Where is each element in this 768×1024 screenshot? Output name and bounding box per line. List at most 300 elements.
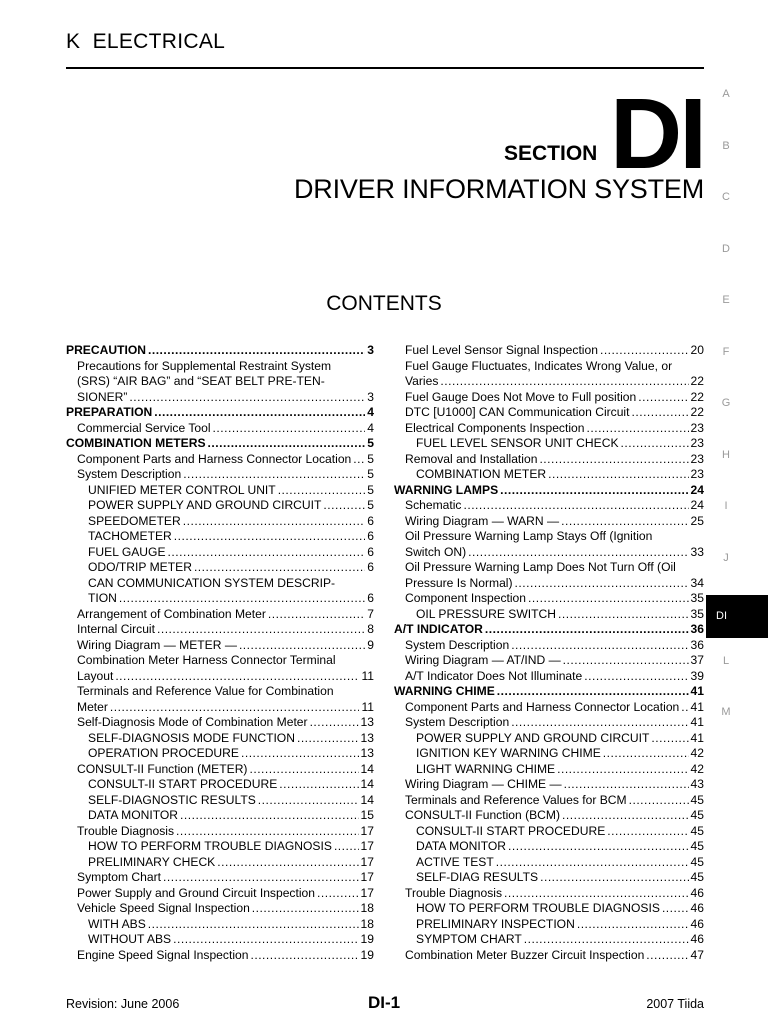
toc-entry-title: Fuel Gauge Fluctuates, Indicates Wrong Value, or xyxy=(405,358,673,373)
toc-entry-title: Component Inspection xyxy=(405,591,527,605)
toc-entry-page: 42 xyxy=(690,746,704,760)
toc-leader-dots xyxy=(564,777,689,793)
toc-entry-page: 41 xyxy=(690,715,704,729)
toc-leader-dots xyxy=(600,343,689,359)
toc-entry[interactable] xyxy=(394,374,704,390)
side-index-tab[interactable]: D xyxy=(722,242,730,255)
toc-entry-page: 11 xyxy=(361,668,374,683)
toc-entry[interactable] xyxy=(394,731,704,747)
toc-entry-title: OIL PRESSURE SWITCH xyxy=(416,606,556,621)
toc-entry[interactable] xyxy=(66,870,374,886)
toc-entry[interactable] xyxy=(394,653,704,669)
toc-leader-dots xyxy=(154,405,365,421)
toc-entry-page: 9 xyxy=(367,637,374,652)
toc-leader-dots xyxy=(217,855,358,871)
toc-entry-page: 13 xyxy=(360,715,374,729)
toc-entry[interactable] xyxy=(66,421,374,437)
toc-leader-dots xyxy=(511,638,688,654)
toc-leader-dots xyxy=(548,467,688,483)
toc-leader-dots xyxy=(241,746,359,762)
toc-entry-page: 19 xyxy=(360,947,374,962)
toc-entry-page: 23 xyxy=(690,451,704,466)
toc-entry-title: TION xyxy=(88,591,117,605)
toc-entry-title: TACHOMETER xyxy=(88,529,172,543)
toc-entry[interactable] xyxy=(66,638,374,654)
toc-entry[interactable] xyxy=(394,762,704,778)
toc-entry-page: 45 xyxy=(690,823,704,838)
toc-leader-dots xyxy=(539,452,688,468)
toc-entry-page: 18 xyxy=(360,901,374,915)
toc-entry[interactable] xyxy=(394,421,704,437)
toc-entry-title: Internal Circuit xyxy=(77,622,155,636)
toc-entry-page: 18 xyxy=(360,916,374,931)
toc-leader-dots xyxy=(278,483,366,499)
toc-entry[interactable] xyxy=(66,824,374,840)
toc-leader-dots xyxy=(252,901,359,917)
side-index-tab[interactable]: C xyxy=(722,191,730,203)
toc-entry-page: 17 xyxy=(360,839,374,853)
toc-leader-dots xyxy=(500,483,688,499)
toc-entry-title: Engine Speed Signal Inspection xyxy=(77,947,249,962)
toc-entry-page: 41 xyxy=(690,699,704,714)
side-index-tab[interactable]: B xyxy=(722,139,730,152)
toc-entry[interactable] xyxy=(66,405,374,421)
toc-entry xyxy=(66,576,374,592)
toc-entry[interactable] xyxy=(394,669,704,685)
toc-leader-dots xyxy=(310,715,359,731)
toc-entry-page: 22 xyxy=(690,374,704,388)
toc-entry-title: Wiring Diagram — METER — xyxy=(77,637,237,652)
toc-entry-title: Fuel Level Sensor Signal Inspection xyxy=(405,343,598,357)
toc-leader-dots xyxy=(557,762,688,778)
toc-entry[interactable] xyxy=(66,715,374,731)
toc-leader-dots xyxy=(129,390,365,406)
toc-entry xyxy=(66,359,374,375)
toc-entry[interactable] xyxy=(66,529,374,545)
toc-entry[interactable] xyxy=(66,746,374,762)
toc-leader-dots xyxy=(603,746,689,762)
toc-entry-title: Commercial Service Tool xyxy=(77,420,211,435)
toc-entry-page: 5 xyxy=(367,451,374,466)
toc-entry[interactable] xyxy=(66,917,374,933)
toc-leader-dots xyxy=(353,452,365,468)
toc-leader-dots xyxy=(208,436,366,452)
toc-leader-dots xyxy=(497,684,689,700)
side-index-tab[interactable]: L xyxy=(722,654,730,667)
toc-leader-dots xyxy=(249,762,358,778)
toc-entry[interactable] xyxy=(66,839,374,855)
toc-leader-dots xyxy=(515,576,689,592)
toc-entry-page: 5 xyxy=(367,482,374,497)
toc-entry[interactable] xyxy=(394,390,704,406)
toc-entry-page: 13 xyxy=(360,746,374,760)
toc-entry[interactable] xyxy=(66,948,374,964)
toc-entry xyxy=(66,684,374,700)
toc-entry-page: 19 xyxy=(360,932,374,946)
toc-entry[interactable] xyxy=(66,622,374,638)
toc-entry[interactable] xyxy=(394,576,704,592)
toc-entry-title: PRELIMINARY CHECK xyxy=(88,854,216,869)
toc-entry-title: DATA MONITOR xyxy=(88,808,179,822)
toc-entry-title: UNIFIED METER CONTROL UNIT xyxy=(88,482,276,497)
toc-leader-dots xyxy=(561,514,688,530)
toc-entry[interactable] xyxy=(394,932,704,948)
toc-entry-title: Component Parts and Harness Connector Location xyxy=(405,699,680,714)
toc-leader-dots xyxy=(268,607,365,623)
toc-entry-title: ACTIVE TEST xyxy=(416,854,494,869)
toc-entry-title: Arrangement of Combination Meter xyxy=(77,606,266,621)
toc-entry[interactable] xyxy=(66,793,374,809)
toc-entry-title: Wiring Diagram — AT/IND — xyxy=(405,653,561,667)
toc-entry-title: Layout xyxy=(77,668,114,683)
toc-entry-page: 6 xyxy=(367,513,374,528)
toc-entry[interactable] xyxy=(394,638,704,654)
toc-entry-page: 37 xyxy=(690,653,704,667)
group-name: ELECTRICAL xyxy=(92,30,226,53)
toc-entry-page: 13 xyxy=(360,730,374,745)
toc-entry-title: Oil Pressure Warning Lamp Stays Off (Ignition xyxy=(405,529,653,543)
toc-leader-dots xyxy=(558,607,689,623)
toc-entry[interactable] xyxy=(66,436,374,452)
toc-entry-page: 17 xyxy=(360,823,374,838)
toc-entry[interactable] xyxy=(394,700,704,716)
toc-leader-dots xyxy=(119,591,365,607)
toc-entry[interactable] xyxy=(394,777,704,793)
toc-entry[interactable] xyxy=(66,669,374,685)
toc-entry[interactable] xyxy=(66,591,374,607)
toc-entry-page: 17 xyxy=(360,885,374,900)
toc-entry-title: Wiring Diagram — CHIME — xyxy=(405,777,562,791)
toc-leader-dots xyxy=(176,824,359,840)
toc-entry-page: 41 xyxy=(690,730,704,745)
toc-entry-page: 39 xyxy=(690,668,704,683)
toc-entry[interactable] xyxy=(394,715,704,731)
toc-leader-dots xyxy=(586,421,688,437)
toc-leader-dots xyxy=(563,653,689,669)
toc-entry-title: WARNING CHIME xyxy=(394,684,495,698)
toc-entry-title: COMBINATION METER xyxy=(416,467,547,481)
toc-entry-page: 6 xyxy=(367,560,374,574)
toc-leader-dots xyxy=(662,901,689,917)
toc-entry[interactable] xyxy=(66,886,374,902)
toc-entry[interactable] xyxy=(66,932,374,948)
toc-leader-dots xyxy=(463,498,688,514)
toc-entry xyxy=(394,560,704,576)
toc-entry[interactable] xyxy=(66,467,374,483)
toc-entry[interactable] xyxy=(66,560,374,576)
toc-entry-page: 14 xyxy=(360,792,374,807)
toc-entry-page: 5 xyxy=(367,498,374,512)
toc-entry-page: 24 xyxy=(690,482,704,497)
toc-leader-dots xyxy=(317,886,359,902)
toc-entry-title: COMBINATION METERS xyxy=(66,436,206,450)
toc-entry xyxy=(394,359,704,375)
toc-entry[interactable] xyxy=(394,808,704,824)
toc-entry-title: Terminals and Reference Value for Combination xyxy=(77,684,334,698)
toc-entry-title: Vehicle Speed Signal Inspection xyxy=(77,901,250,915)
toc-leader-dots xyxy=(631,405,688,421)
toc-entry-title: SELF-DIAGNOSIS MODE FUNCTION xyxy=(88,730,295,745)
toc-entry[interactable] xyxy=(394,746,704,762)
toc-entry[interactable] xyxy=(394,684,704,700)
toc-entry-title: Power Supply and Ground Circuit Inspection xyxy=(77,885,315,900)
toc-entry[interactable] xyxy=(394,839,704,855)
toc-entry[interactable] xyxy=(394,514,704,530)
toc-entry[interactable] xyxy=(66,514,374,530)
toc-entry-title: Trouble Diagnosis xyxy=(405,885,503,900)
toc-entry-title: OPERATION PROCEDURE xyxy=(88,746,239,760)
toc-leader-dots xyxy=(496,855,689,871)
toc-entry-page: 4 xyxy=(367,405,374,419)
toc-leader-dots xyxy=(504,886,689,902)
toc-leader-dots xyxy=(180,808,359,824)
toc-entry[interactable] xyxy=(66,901,374,917)
toc-entry-page: 45 xyxy=(690,870,704,884)
toc-entry-title: Combination Meter Buzzer Circuit Inspection xyxy=(405,947,645,962)
toc-entry-page: 45 xyxy=(690,808,704,822)
section-side-index xyxy=(706,84,746,754)
group-letter: K xyxy=(66,30,81,53)
side-index-tab[interactable]: DI xyxy=(706,595,768,638)
toc-entry[interactable] xyxy=(66,498,374,514)
toc-entry-page: 20 xyxy=(690,343,704,357)
toc-leader-dots xyxy=(115,669,359,685)
toc-entry-title: Symptom Chart xyxy=(77,870,162,884)
toc-leader-dots xyxy=(183,467,365,483)
toc-entry-title: SPEEDOMETER xyxy=(88,513,181,528)
toc-leader-dots xyxy=(440,374,688,390)
toc-entry-title: LIGHT WARNING CHIME xyxy=(416,761,556,776)
toc-entry-title: FUEL GAUGE xyxy=(88,544,166,559)
toc-entry-page: 46 xyxy=(690,932,704,946)
toc-entry-page: 34 xyxy=(690,575,704,590)
toc-leader-dots xyxy=(239,638,365,654)
side-index-tab[interactable]: M xyxy=(721,706,731,718)
toc-entry-page: 46 xyxy=(690,916,704,931)
toc-entry-page: 43 xyxy=(690,777,704,791)
toc-entry-page: 23 xyxy=(690,436,704,450)
toc-entry-page: 23 xyxy=(690,467,704,481)
toc-entry-page: 8 xyxy=(367,622,374,636)
toc-leader-dots xyxy=(148,917,359,933)
toc-entry-title: Precautions for Supplemental Restraint System xyxy=(77,358,332,373)
side-index-tab[interactable]: G xyxy=(721,397,731,409)
toc-entry-page: 15 xyxy=(360,808,374,822)
toc-entry-page: 6 xyxy=(367,591,374,605)
toc-entry[interactable] xyxy=(394,622,704,638)
toc-entry[interactable] xyxy=(66,777,374,793)
toc-entry-page: 17 xyxy=(360,870,374,884)
toc-entry-page: 47 xyxy=(690,947,704,962)
toc-entry-title: A/T INDICATOR xyxy=(394,622,483,636)
toc-entry[interactable] xyxy=(66,808,374,824)
toc-entry[interactable] xyxy=(394,405,704,421)
toc-entry[interactable] xyxy=(66,452,374,468)
toc-entry[interactable] xyxy=(394,343,704,359)
toc-leader-dots xyxy=(629,793,689,809)
toc-entry-title: SYMPTOM CHART xyxy=(416,932,522,946)
contents-heading: CONTENTS xyxy=(326,292,442,315)
side-index-tab[interactable]: H xyxy=(722,448,730,461)
toc-entry[interactable] xyxy=(66,762,374,778)
toc-leader-dots xyxy=(157,622,365,638)
toc-entry-title: CONSULT-II Function (METER) xyxy=(77,761,248,776)
toc-entry[interactable] xyxy=(394,483,704,499)
toc-entry-page: 5 xyxy=(367,467,374,481)
toc-leader-dots xyxy=(584,669,688,685)
side-index-tab[interactable]: A xyxy=(722,88,730,100)
toc-entry-title: Fuel Gauge Does Not Move to Full position xyxy=(405,389,637,404)
toc-leader-dots xyxy=(540,870,688,886)
toc-entry-title: Schematic xyxy=(405,498,462,512)
toc-entry-title: System Description xyxy=(405,715,510,729)
toc-entry-page: 22 xyxy=(690,405,704,419)
toc-entry-page: 24 xyxy=(690,498,704,512)
footer-model: 2007 Tiida xyxy=(646,997,704,1011)
side-index-tab[interactable]: I xyxy=(724,500,728,512)
toc-entry[interactable] xyxy=(394,436,704,452)
toc-leader-dots xyxy=(651,731,688,747)
toc-entry[interactable] xyxy=(394,917,704,933)
toc-left-column xyxy=(66,343,374,963)
toc-entry[interactable] xyxy=(394,452,704,468)
toc-entry-title: SELF-DIAG RESULTS xyxy=(416,870,539,884)
toc-entry-title: WITH ABS xyxy=(88,916,146,931)
toc-entry[interactable] xyxy=(66,545,374,561)
side-index-tab[interactable]: E xyxy=(722,294,730,306)
toc-entry-title: WITHOUT ABS xyxy=(88,932,172,946)
toc-leader-dots xyxy=(485,622,689,638)
toc-entry-title: CONSULT-II START PROCEDURE xyxy=(88,777,278,791)
toc-entry[interactable] xyxy=(394,901,704,917)
toc-entry-page: 23 xyxy=(690,420,704,435)
section-code: DI xyxy=(610,78,704,190)
toc-entry-title: CAN COMMUNICATION SYSTEM DESCRIP- xyxy=(88,575,336,590)
toc-entry[interactable] xyxy=(394,591,704,607)
toc-leader-dots xyxy=(148,343,365,359)
toc-entry-page: 14 xyxy=(360,761,374,776)
toc-entry[interactable] xyxy=(394,886,704,902)
toc-entry[interactable] xyxy=(66,483,374,499)
toc-leader-dots xyxy=(183,514,366,530)
toc-entry-title: Terminals and Reference Values for BCM xyxy=(405,792,627,807)
toc-entry[interactable] xyxy=(66,700,374,716)
toc-leader-dots xyxy=(258,793,359,809)
toc-entry-page: 7 xyxy=(367,606,374,621)
toc-entry[interactable] xyxy=(394,824,704,840)
toc-entry[interactable] xyxy=(394,467,704,483)
toc-entry-page: 11 xyxy=(361,699,374,714)
toc-entry-title: System Description xyxy=(77,467,182,481)
toc-entry[interactable] xyxy=(394,948,704,964)
toc-entry[interactable] xyxy=(394,855,704,871)
toc-leader-dots xyxy=(168,545,366,561)
toc-right-column xyxy=(394,343,704,963)
toc-leader-dots xyxy=(110,700,360,716)
toc-entry-page: 22 xyxy=(690,389,704,404)
toc-entry-title: Trouble Diagnosis xyxy=(77,823,175,838)
toc-entry-page: 3 xyxy=(367,343,374,357)
toc-leader-dots xyxy=(334,839,359,855)
toc-entry[interactable] xyxy=(66,607,374,623)
footer-revision: Revision: June 2006 xyxy=(66,997,180,1011)
toc-entry-title: Meter xyxy=(77,699,108,714)
toc-entry-title: POWER SUPPLY AND GROUND CIRCUIT xyxy=(88,498,322,512)
side-index-tab[interactable]: F xyxy=(722,345,730,358)
toc-entry-title: Varies xyxy=(405,374,439,388)
toc-entry-page: 6 xyxy=(367,529,374,543)
toc-entry[interactable] xyxy=(394,498,704,514)
toc-entry xyxy=(66,653,374,669)
toc-leader-dots xyxy=(607,824,688,840)
toc-entry-title: Pressure Is Normal) xyxy=(405,575,513,590)
toc-entry-page: 5 xyxy=(367,436,374,450)
toc-entry-title: DTC [U1000] CAN Communication Circuit xyxy=(405,405,630,419)
toc-entry-page: 42 xyxy=(690,761,704,776)
toc-entry[interactable] xyxy=(394,793,704,809)
toc-entry xyxy=(394,529,704,545)
toc-entry-title: SIONER” xyxy=(77,389,128,404)
toc-leader-dots xyxy=(621,436,689,452)
toc-entry[interactable] xyxy=(66,343,374,359)
toc-entry-page: 4 xyxy=(367,420,374,435)
toc-entry-title: SELF-DIAGNOSTIC RESULTS xyxy=(88,792,256,807)
toc-entry-title: CONSULT-II Function (BCM) xyxy=(405,808,561,822)
toc-leader-dots xyxy=(646,948,688,964)
toc-entry[interactable] xyxy=(394,545,704,561)
toc-leader-dots xyxy=(173,932,358,948)
toc-leader-dots xyxy=(562,808,689,824)
toc-entry-page: 35 xyxy=(690,591,704,605)
toc-entry-title: HOW TO PERFORM TROUBLE DIAGNOSIS xyxy=(88,839,332,853)
toc-leader-dots xyxy=(681,700,688,716)
toc-entry-title: CONSULT-II START PROCEDURE xyxy=(416,823,606,838)
toc-leader-dots xyxy=(323,498,365,514)
toc-leader-dots xyxy=(174,529,366,545)
section-title: DRIVER INFORMATION SYSTEM xyxy=(293,174,704,204)
toc-entry-title: ODO/TRIP METER xyxy=(88,560,192,574)
toc-leader-dots xyxy=(297,731,359,747)
toc-entry-page: 45 xyxy=(690,792,704,807)
toc-entry[interactable] xyxy=(66,390,374,406)
toc-leader-dots xyxy=(194,560,365,576)
toc-leader-dots xyxy=(250,948,358,964)
section-word: SECTION xyxy=(504,142,598,165)
toc-entry-page: 25 xyxy=(690,513,704,528)
toc-entry[interactable] xyxy=(66,855,374,871)
toc-entry-title: HOW TO PERFORM TROUBLE DIAGNOSIS xyxy=(416,901,660,915)
toc-entry-page: 36 xyxy=(690,622,704,636)
footer-page-id: DI-1 xyxy=(367,993,401,1012)
toc-entry-title: A/T Indicator Does Not Illuminate xyxy=(405,668,583,683)
toc-entry[interactable] xyxy=(394,607,704,623)
toc-entry-title: IGNITION KEY WARNING CHIME xyxy=(416,746,601,760)
toc-entry-page: 35 xyxy=(690,606,704,621)
toc-entry-page: 46 xyxy=(690,885,704,900)
toc-entry[interactable] xyxy=(66,731,374,747)
toc-entry-title: Electrical Components Inspection xyxy=(405,420,585,435)
toc-leader-dots xyxy=(508,839,689,855)
toc-leader-dots xyxy=(279,777,358,793)
side-index-tab[interactable]: J xyxy=(723,551,729,564)
toc-leader-dots xyxy=(577,917,689,933)
toc-leader-dots xyxy=(524,932,689,948)
toc-entry[interactable] xyxy=(394,870,704,886)
toc-entry-page: 14 xyxy=(360,777,374,791)
toc-entry-title: (SRS) “AIR BAG” and “SEAT BELT PRE-TEN- xyxy=(77,374,325,388)
toc-entry-title: FUEL LEVEL SENSOR UNIT CHECK xyxy=(416,436,619,450)
toc-leader-dots xyxy=(468,545,688,561)
